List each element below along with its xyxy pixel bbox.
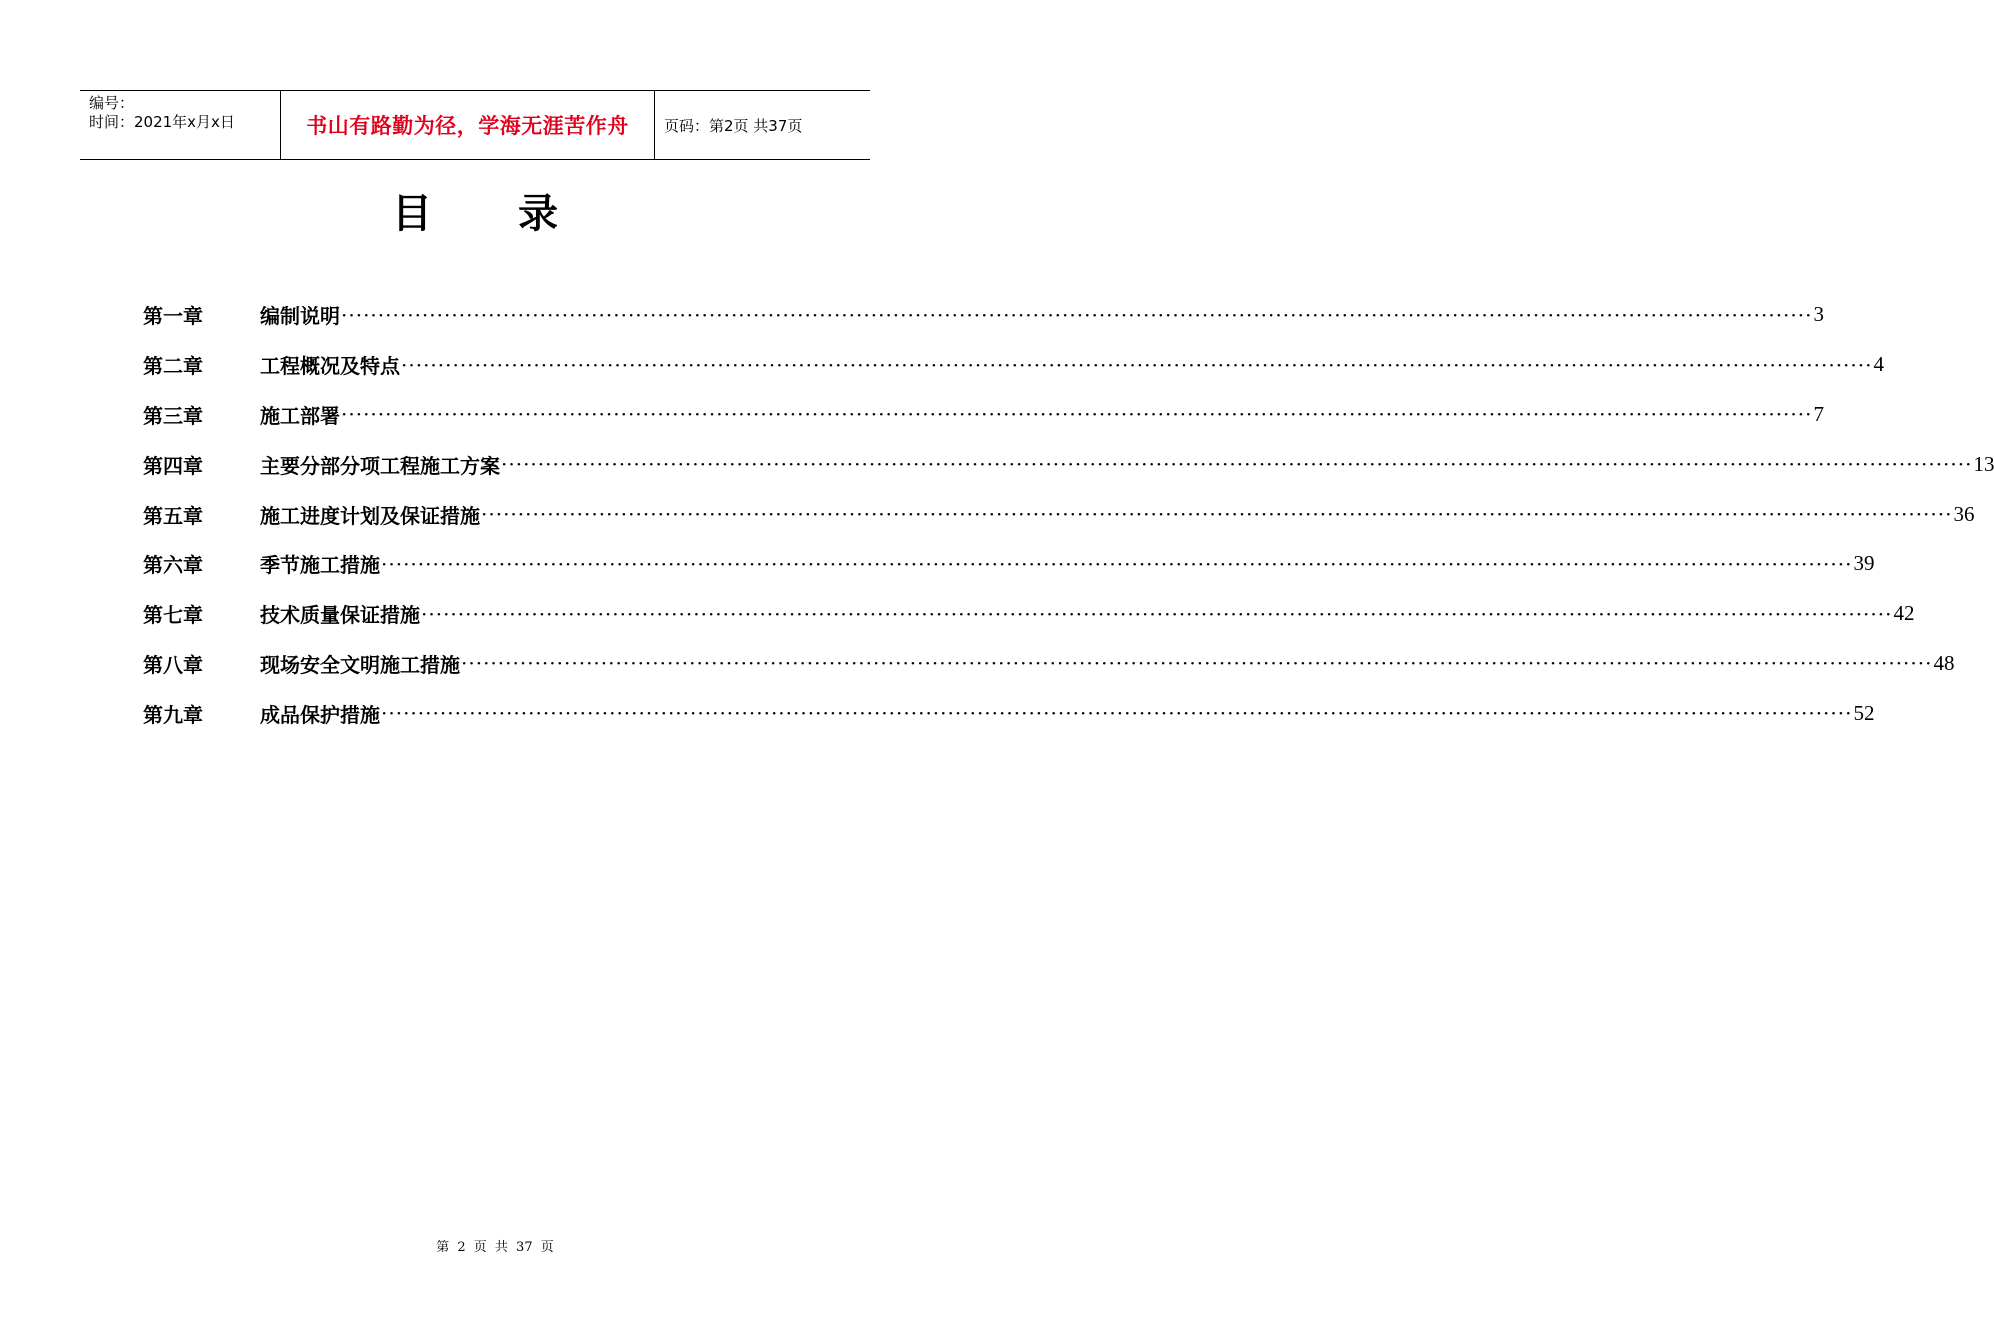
table-of-contents <box>143 290 1994 738</box>
toc-chapter: 第三章 <box>143 403 203 428</box>
toc-page-number: 39 <box>1853 551 1875 576</box>
toc-title: 工程概况及特点 <box>260 354 400 379</box>
page-title: 目 录 <box>392 190 594 237</box>
toc-page-number: 52 <box>1853 700 1875 725</box>
toc-entry[interactable] <box>143 589 1915 639</box>
toc-leader-dots: ········································································································································································································ <box>381 551 1853 576</box>
toc-title: 施工进度计划及保证措施 <box>260 503 480 528</box>
page-header <box>80 90 870 160</box>
toc-title: 季节施工措施 <box>260 553 380 578</box>
toc-page-number: 13 <box>1973 451 1994 476</box>
toc-chapter: 第六章 <box>143 553 203 578</box>
toc-chapter: 第七章 <box>143 603 203 628</box>
toc-entry[interactable] <box>143 539 1875 589</box>
toc-leader-dots: ········································································································································································································ <box>481 502 1953 527</box>
toc-chapter: 第二章 <box>143 354 203 379</box>
toc-leader-dots: ········································································································································································································ <box>421 601 1893 626</box>
toc-title: 主要分部分项工程施工方案 <box>260 453 500 478</box>
document-date: 时间：2021年x月x日 <box>89 113 235 131</box>
toc-page-number: 7 <box>1813 401 1824 426</box>
toc-page-number: 42 <box>1893 601 1915 626</box>
toc-title: 成品保护措施 <box>260 702 380 727</box>
toc-leader-dots: ········································································································································································································ <box>341 302 1813 327</box>
toc-title: 编制说明 <box>260 304 340 329</box>
header-meta-cell <box>80 91 281 159</box>
toc-entry[interactable] <box>143 390 1824 440</box>
toc-chapter: 第四章 <box>143 453 203 478</box>
toc-entry[interactable] <box>143 639 1955 689</box>
toc-chapter: 第九章 <box>143 702 203 727</box>
toc-entry[interactable] <box>143 290 1824 340</box>
toc-chapter: 第一章 <box>143 304 203 329</box>
toc-leader-dots: ········································································································································································································ <box>341 402 1813 427</box>
toc-title: 技术质量保证措施 <box>260 603 420 628</box>
toc-page-number: 48 <box>1933 650 1955 675</box>
toc-leader-dots: ········································································································································································································ <box>401 352 1873 377</box>
toc-entry[interactable] <box>143 340 1884 390</box>
toc-leader-dots: ········································································································································································································ <box>501 452 1973 477</box>
toc-chapter: 第八章 <box>143 652 203 677</box>
toc-title: 现场安全文明施工措施 <box>260 652 460 677</box>
toc-entry[interactable] <box>143 489 1975 539</box>
toc-leader-dots: ········································································································································································································ <box>461 651 1933 676</box>
header-motto-cell <box>281 91 655 159</box>
toc-title: 施工部署 <box>260 403 340 428</box>
toc-page-number: 4 <box>1873 352 1884 377</box>
header-motto: 书山有路勤为径，学海无涯苦作舟 <box>306 114 629 138</box>
toc-leader-dots: ········································································································································································································ <box>381 701 1853 726</box>
header-page-cell <box>655 91 870 159</box>
toc-page-number: 3 <box>1813 302 1824 327</box>
page-footer: 第 2 页 共 37 页 <box>436 1240 554 1255</box>
toc-entry[interactable] <box>143 439 1994 489</box>
toc-chapter: 第五章 <box>143 503 203 528</box>
toc-page-number: 36 <box>1953 501 1975 526</box>
toc-entry[interactable] <box>143 688 1875 738</box>
header-page-info: 页码：第2页 共37页 <box>664 116 803 135</box>
document-number-label: 编号： <box>89 94 135 112</box>
